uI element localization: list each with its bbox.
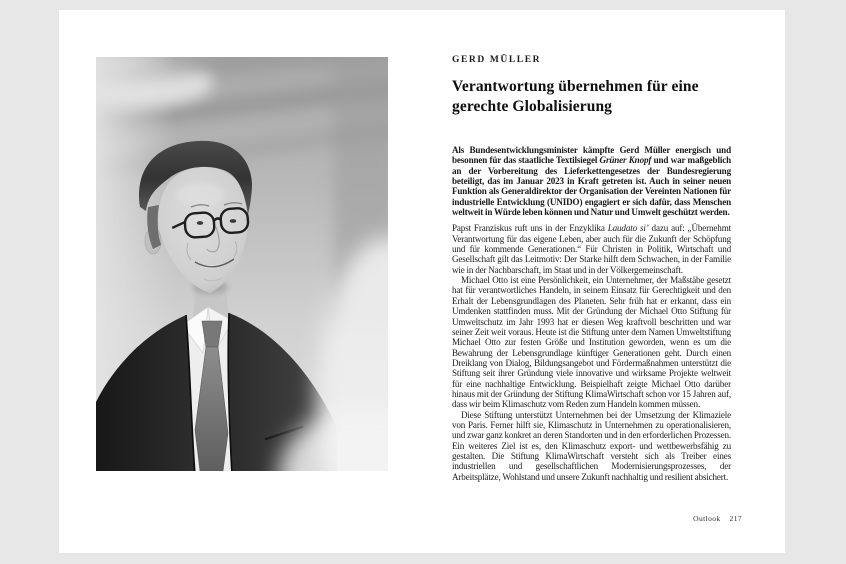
article-title: Verantwortung übernehmen für eine gerechte Globalisierung — [452, 78, 699, 115]
portrait-photo — [96, 57, 388, 471]
footer-section-label: Outlook — [693, 514, 721, 523]
page-footer — [693, 514, 742, 523]
author-kicker: GERD MÜLLER — [452, 55, 542, 65]
paragraph: Als Bundesentwicklungsminister kämpfte Gerd Müller energisch und besonnen für das staatliche Textilsiegel Grüner Knopf und war maßgeblich an der Vorbereitung des Lieferkettengesetzes der Bundesregierung beteiligt, das im Januar 2023 in Kraft getreten ist. Auch in seiner neuen Funktion als Generaldirektor der Organisation der Vereinten Nationen für industrielle Entwicklung (UNIDO) engagiert er sich dafür, dass Menschen weltweit in Würde leben können und Natur und Umwelt geschützt werden. — [452, 145, 731, 218]
paragraph: Michael Otto ist eine Persönlichkeit, ein Unternehmer, der Maßstäbe gesetzt hat für verantwortliches Handeln, in seinem Einsatz für Gerechtigkeit und den Erhalt der Lebensgrundlagen des Planeten. Sehr früh hat er erkannt, dass ein Umdenken stattfinden muss. Mit der Gründung der Michael Otto Stiftung für Umweltschutz im Jahr 1993 hat er diesen Weg kraftvoll beschritten und war seiner Zeit weit voraus. Heute ist die Stiftung unter dem Namen Umweltstiftung Michael Otto zur festen Größe und Institution geworden, wenn es um die Bewahrung der Lebensgrundlage künftiger Generationen geht. Durch einen Dreiklang von Dialog, Bildungsangebot und Fördermaßnahmen unterstützt die Stiftung seit ihrer Gründung viele innovative und wirksame Projekte weltweit für eine nachhaltige Entwicklung. Beispielhaft zeigte Michael Otto darüber hinaus mit der Gründung der Stiftung KlimaWirtschaft schon vor 15 Jahren auf, dass wir beim Klimaschutz vom Reden zum Handeln kommen müssen. — [452, 275, 731, 410]
article-body — [452, 145, 731, 482]
portrait-photo-illustration — [96, 57, 388, 471]
footer-page-number: 217 — [729, 514, 742, 523]
book-page — [59, 10, 785, 553]
paragraph: Diese Stiftung unterstützt Unternehmen bei der Umsetzung der Klimaziele von Paris. Ferner hilft sie, Klimaschutz in Unternehmen zu operationalisieren, und zwar ganz konkret an deren Standorten und in den erforderlichen Prozessen. Ein weiteres Ziel ist es, den Klimaschutz export- und wettbewerbsfähig zu gestalten. Die Stiftung KlimaWirtschaft versteht sich als Treiber eines industriellen und gesellschaftlichen Modernisierungsprozesses, der Arbeitsplätze, Wohlstand und unsere Zukunft nachhaltig und resilient absichert. — [452, 409, 731, 482]
paragraph: Papst Franziskus ruft uns in der Enzyklika Laudato si’ dazu auf: „Übernehmt Verantwortung für das eigene Leben, aber auch für die Zukunft der Schöpfung und für kommende Generationen.“ Für Christen in Politik, Wirtschaft und Gesellschaft gilt das Leitmotiv: Der Starke hilft dem Schwachen, in der Familie wie in der Nachbarschaft, im Staat und in der Völkergemeinschaft. — [452, 223, 732, 275]
article-column — [452, 55, 731, 482]
